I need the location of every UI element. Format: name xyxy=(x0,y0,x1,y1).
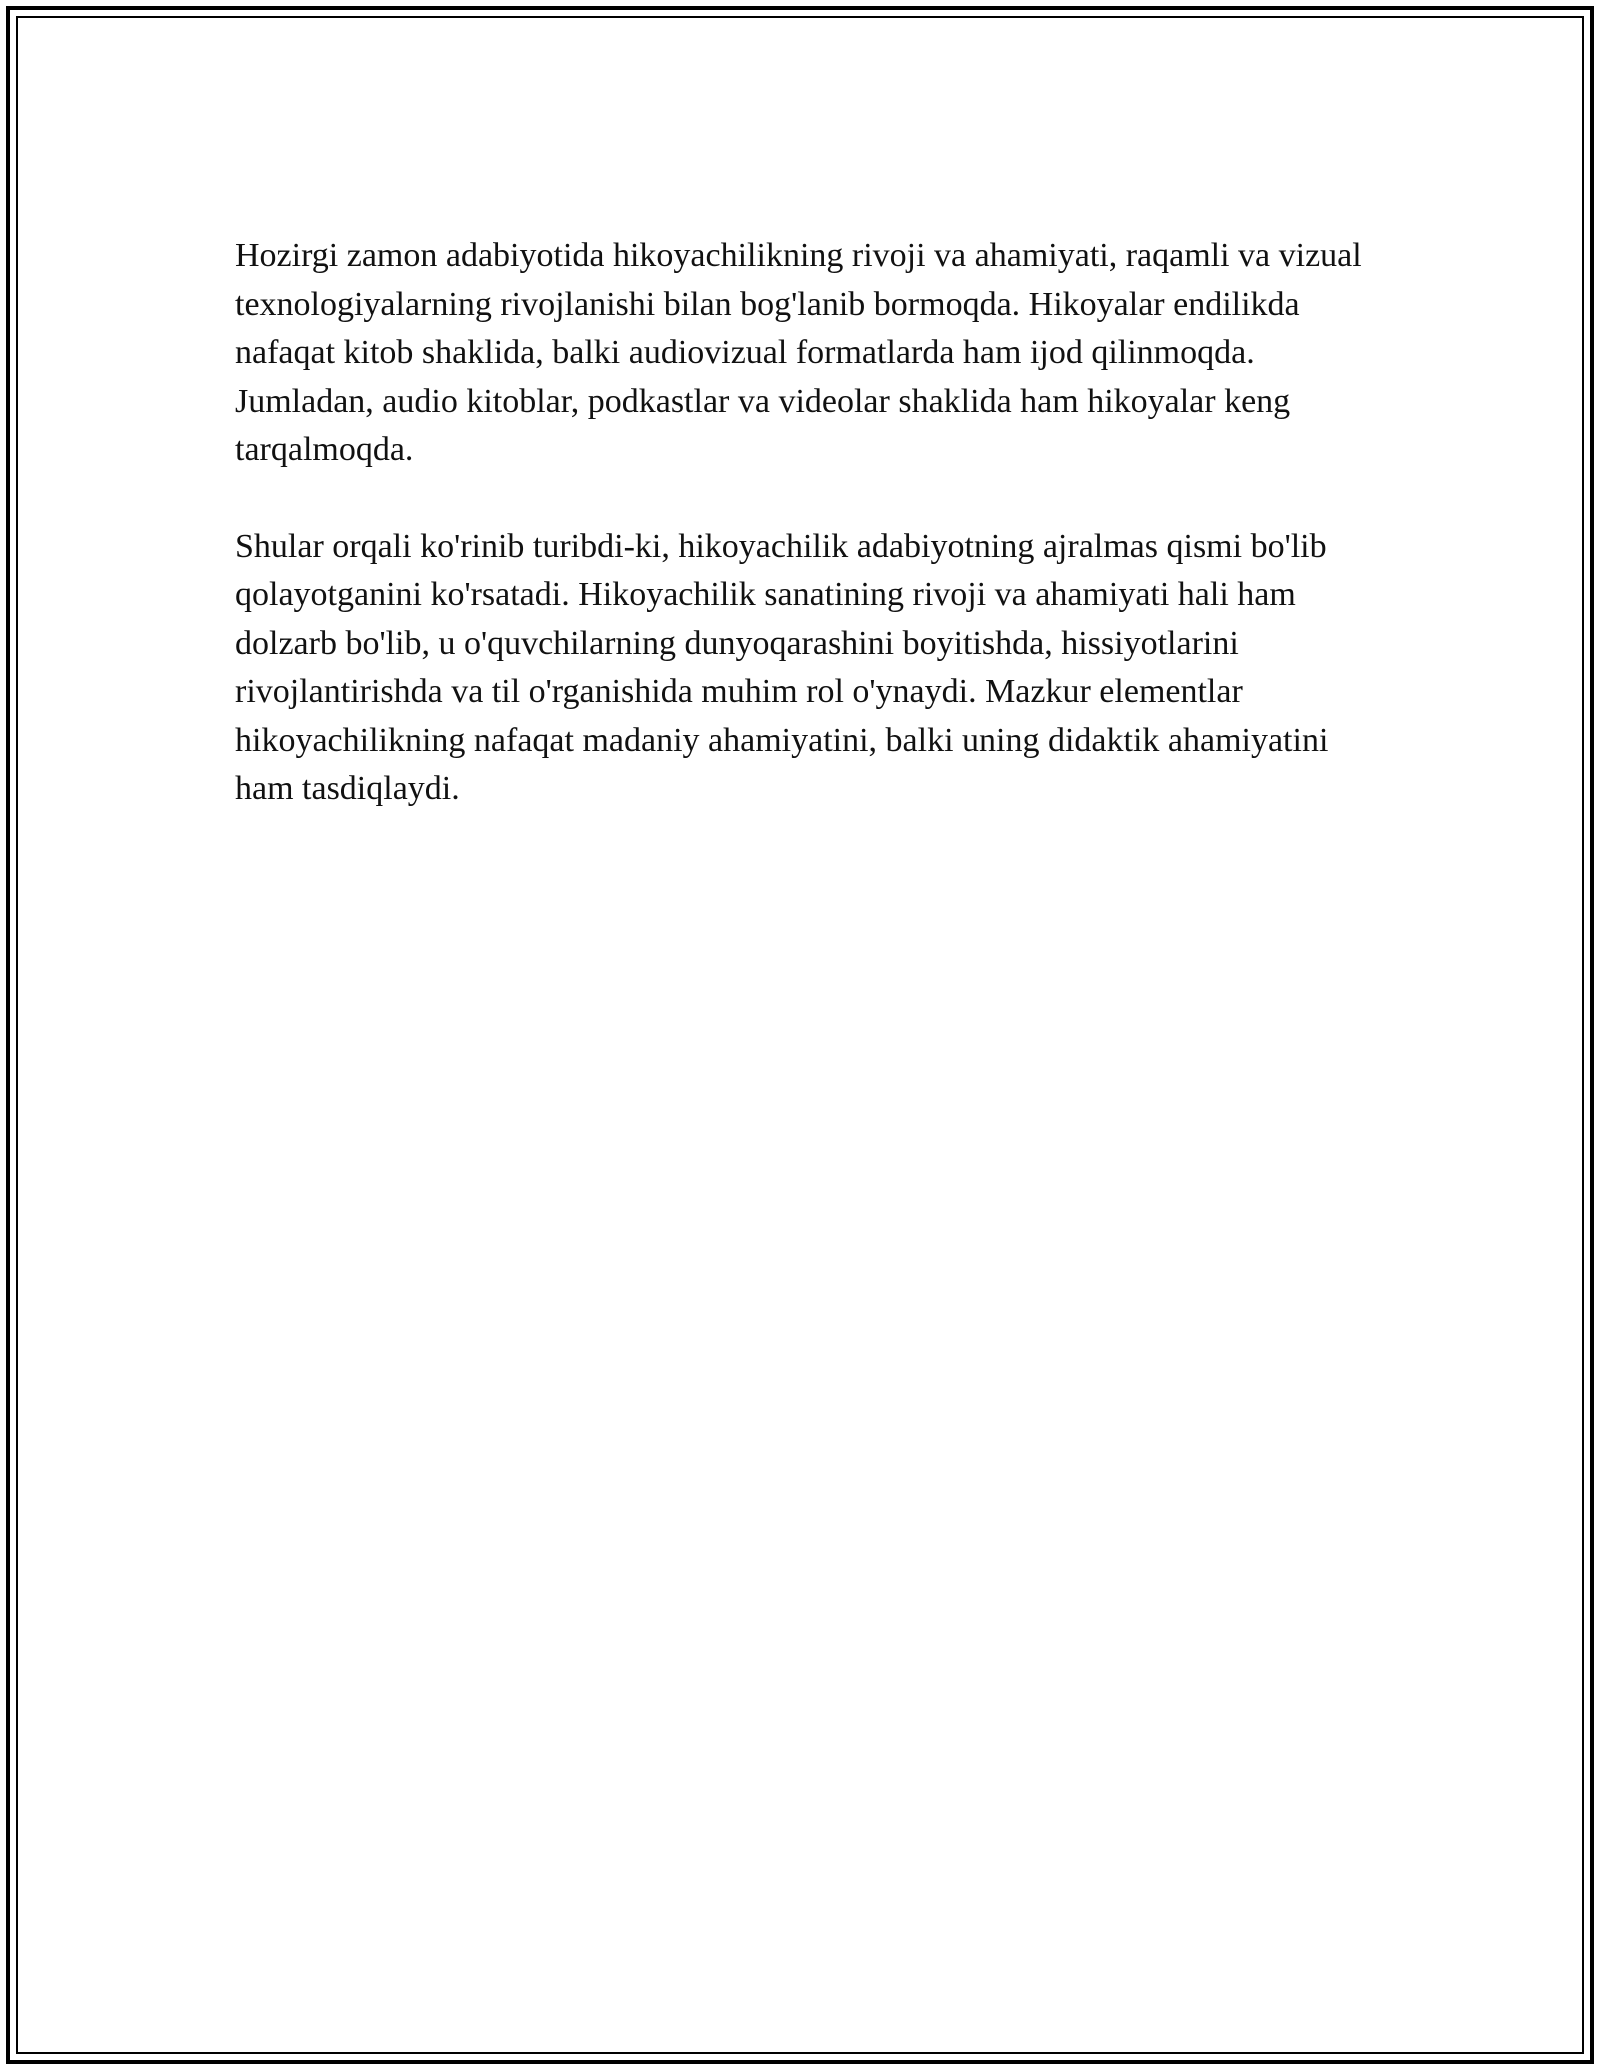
paragraph: Hozirgi zamon adabiyotida hikoyachilikning rivoji va ahamiyati, raqamli va vizual texnologiyalarning rivojlanishi bilan bog'lanib bormoqda. Hikoyalar endilikda nafaqat kitob shaklida, balki audiovizual formatlarda ham ijod qilinmoqda. Jumladan, audio kitoblar, podkastlar va videolar shaklida ham hikoyalar keng tarqalmoqda. xyxy=(235,237,1362,468)
paragraph: Shular orqali ko'rinib turibdi-ki, hikoyachilik adabiyotning ajralmas qismi bo'lib qolayotganini ko'rsatadi. Hikoyachilik sanatining rivoji va ahamiyati hali ham dolzarb bo'lib, u o'quvchilarning dunyoqarashini boyitishda, hissiyotlarini rivojlantirishda va til o'rganishida muhim rol o'ynaydi. Mazkur elementlar hikoyachilikning nafaqat madaniy ahamiyatini, balki uning didaktik ahamiyatini ham tasdiqlaydi. xyxy=(235,527,1329,807)
document-body xyxy=(235,232,1365,814)
